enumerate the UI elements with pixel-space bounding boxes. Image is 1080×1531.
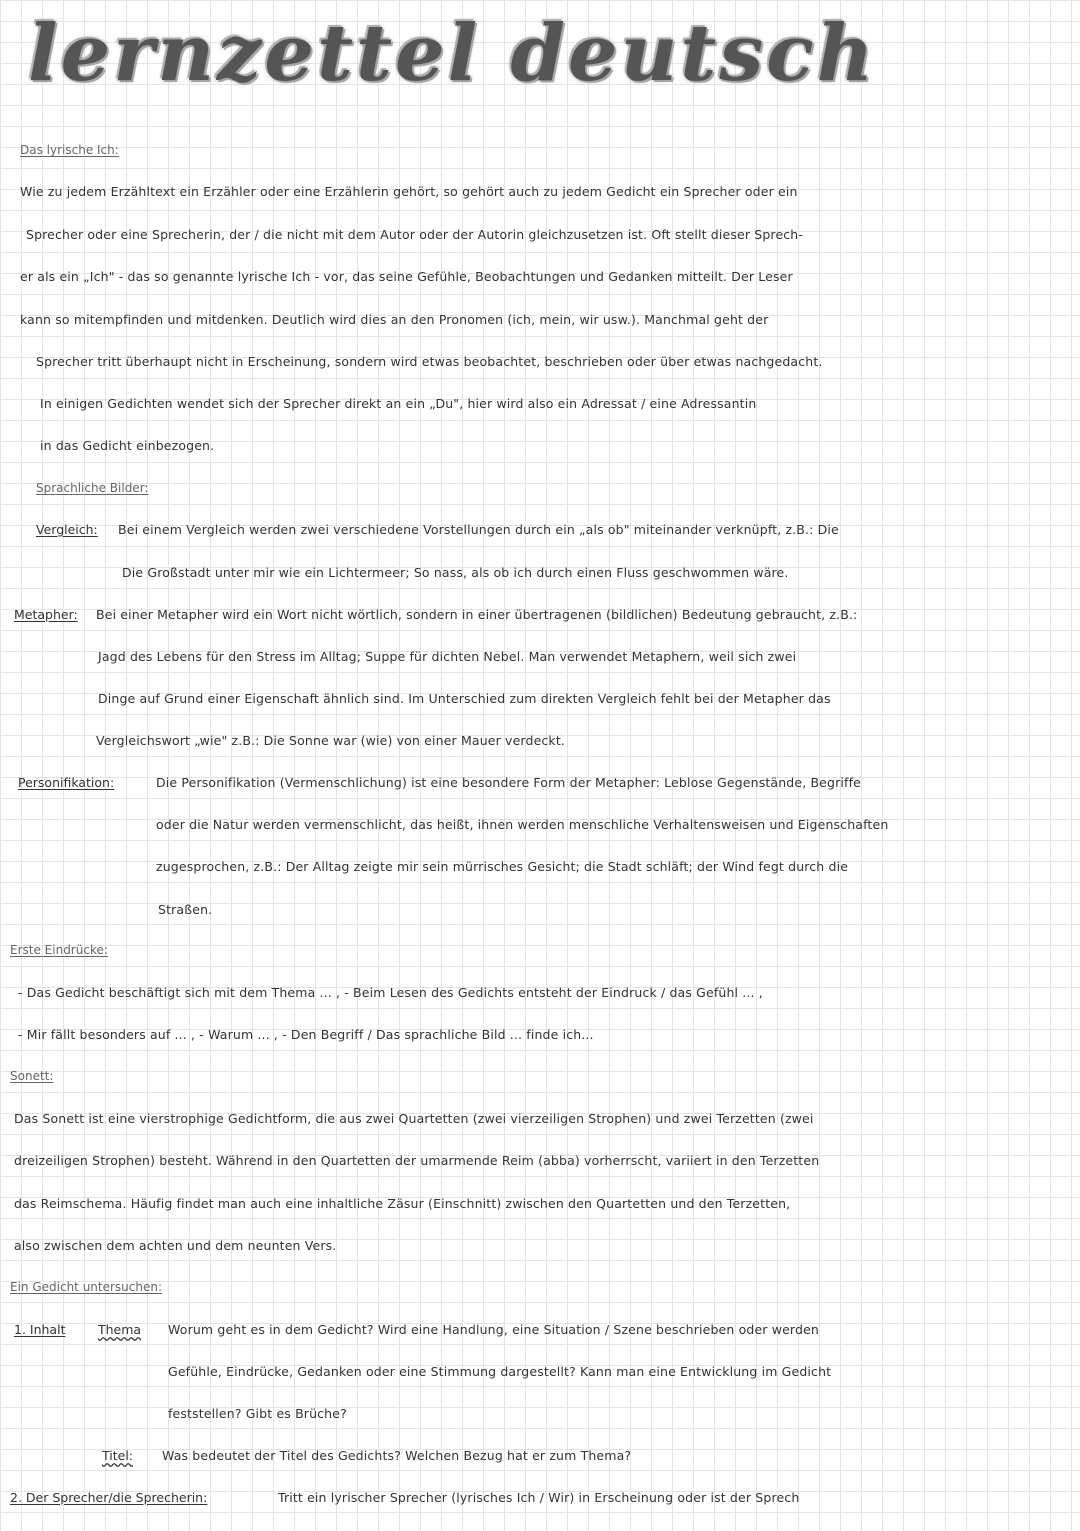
text-line: in das Gedicht einbezogen.	[40, 438, 215, 453]
text-line: zugesprochen, z.B.: Der Alltag zeigte mir sein mürrisches Gesicht; die Stadt schläft; der Wind fegt durch die	[156, 859, 849, 874]
text-line: - Mir fällt besonders auf ... , - Warum ... , - Den Begriff / Das sprachliche Bild ... finde ich...	[18, 1027, 594, 1042]
text-line: Bei einer Metapher wird ein Wort nicht wörtlich, sondern in einer übertragenen (bildlichen) Bedeutung gebraucht, z.B.:	[96, 607, 858, 622]
text-line: Worum geht es in dem Gedicht? Wird eine Handlung, eine Situation / Szene beschrieben oder werden	[168, 1322, 820, 1337]
heading-sprachliche-bilder: Sprachliche Bilder:	[36, 481, 149, 495]
text-line: Sprecher oder eine Sprecherin, der / die nicht mit dem Autor oder der Autorin gleichzusetzen ist. Oft stellt dieser Sprech-	[26, 227, 804, 242]
text-line: das Reimschema. Häufig findet man auch eine inhaltliche Zäsur (Einschnitt) zwischen den Quartetten und den Terzetten,	[14, 1196, 791, 1211]
page-title: lernzettel deutsch	[28, 8, 877, 99]
text-line: oder die Natur werden vermenschlicht, das heißt, ihnen werden menschliche Verhaltensweisen und Eigenschaften	[156, 817, 889, 832]
heading-sonett: Sonett:	[10, 1069, 54, 1083]
text-line: Dinge auf Grund einer Eigenschaft ähnlich sind. Im Unterschied zum direkten Vergleich fehlt bei der Metapher das	[98, 691, 831, 706]
text-line: Gefühle, Eindrücke, Gedanken oder eine Stimmung dargestellt? Kann man eine Entwicklung im Gedicht	[168, 1364, 832, 1379]
text-line: Straßen.	[158, 902, 213, 917]
label-sprecher: 2. Der Sprecher/die Sprecherin:	[10, 1490, 208, 1505]
text-line: Vergleichswort „wie" z.B.: Die Sonne war (wie) von einer Mauer verdeckt.	[96, 733, 565, 748]
heading-erste-eindruecke: Erste Eindrücke:	[10, 943, 108, 957]
text-line: Tritt ein lyrischer Sprecher (lyrisches Ich / Wir) in Erscheinung oder ist der Sprech	[278, 1490, 800, 1505]
text-line: dreizeiligen Strophen) besteht. Während in den Quartetten der umarmende Reim (abba) vorherrscht, variiert in den Terzetten	[14, 1153, 820, 1168]
text-line: Jagd des Lebens für den Stress im Alltag; Suppe für dichten Nebel. Man verwendet Metaphern, weil sich zwei	[98, 649, 797, 664]
text-line: Bei einem Vergleich werden zwei verschiedene Vorstellungen durch ein „als ob" miteinander verknüpft, z.B.: Die	[118, 522, 839, 537]
text-line: In einigen Gedichten wendet sich der Sprecher direkt an ein „Du", hier wird also ein Adressat / eine Adressantin	[40, 396, 757, 411]
text-line: Die Personifikation (Vermenschlichung) ist eine besondere Form der Metapher: Leblose Gegenstände, Begriffe	[156, 775, 861, 790]
text-line: kann so mitempfinden und mitdenken. Deutlich wird dies an den Pronomen (ich, mein, wir usw.). Manchmal geht der	[20, 312, 769, 327]
text-line: Das Sonett ist eine vierstrophige Gedichtform, die aus zwei Quartetten (zwei vierzeiligen Strophen) und zwei Terzetten (zwei	[14, 1111, 814, 1126]
text-line: - Das Gedicht beschäftigt sich mit dem Thema ... , - Beim Lesen des Gedichts entsteht der Eindruck / das Gefühl ... ,	[18, 985, 763, 1000]
text-line: also zwischen dem achten und dem neunten Vers.	[14, 1238, 337, 1253]
heading-lyrisches-ich: Das lyrische Ich:	[20, 143, 119, 157]
term-thema: Thema	[98, 1322, 142, 1337]
term-metapher: Metapher:	[14, 607, 78, 622]
text-line: er als ein „Ich" - das so genannte lyrische Ich - vor, das seine Gefühle, Beobachtungen und Gedanken mitteilt. Der Leser	[20, 269, 793, 284]
heading-gedicht-untersuchen: Ein Gedicht untersuchen:	[10, 1280, 163, 1294]
text-line: Wie zu jedem Erzähltext ein Erzähler oder eine Erzählerin gehört, so gehört auch zu jedem Gedicht ein Sprecher oder ein	[20, 184, 798, 199]
term-vergleich: Vergleich:	[36, 522, 98, 537]
term-personifikation: Personifikation:	[18, 775, 115, 790]
text-line: Die Großstadt unter mir wie ein Lichtermeer; So nass, als ob ich durch einen Fluss geschwommen wäre.	[122, 565, 789, 580]
text-line: Sprecher tritt überhaupt nicht in Erscheinung, sondern wird etwas beobachtet, beschrieben oder über etwas nachgedacht.	[36, 354, 823, 369]
text-line: Was bedeutet der Titel des Gedichts? Welchen Bezug hat er zum Thema?	[162, 1448, 632, 1463]
label-inhalt: 1. Inhalt	[14, 1322, 66, 1337]
term-titel: Titel:	[102, 1448, 133, 1463]
text-line: feststellen? Gibt es Brüche?	[168, 1406, 347, 1421]
